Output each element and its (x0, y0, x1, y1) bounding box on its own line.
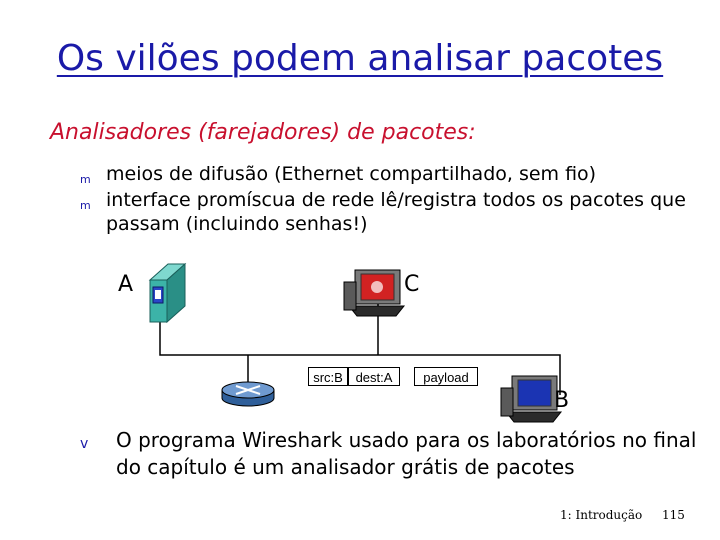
packet-dest-field: dest:A (348, 367, 400, 386)
computer-icon (501, 376, 561, 422)
page-title: Os vilões podem analisar pacotes (56, 38, 664, 79)
computer-icon (344, 270, 404, 316)
section-subtitle: Analisadores (farejadores) de pacotes: (50, 120, 476, 145)
footer-label: 1: Introdução (560, 508, 643, 522)
bullet-text: interface promíscua de rede lê/registra todos os pacotes que passam (incluindo senhas!) (106, 189, 686, 235)
bullet-text: meios de difusão (Ethernet compartilhado, sem fio) (106, 163, 597, 185)
bullet-mark-icon: m (80, 173, 91, 186)
node-label-c: C (404, 272, 420, 297)
node-label-b: B (554, 388, 570, 413)
page-number: 115 (662, 508, 685, 522)
packet-src-field: src:B (308, 367, 348, 386)
bottom-note (80, 427, 706, 481)
node-label-a: A (118, 272, 134, 297)
bottom-note-text: O programa Wireshark usado para os laboratórios no final do capítulo é um analisador grátis de pacotes (116, 428, 697, 479)
bullet-mark-icon: v (80, 436, 89, 452)
router-icon (222, 382, 274, 406)
bullet-mark-icon: m (80, 199, 91, 212)
server-icon (150, 264, 185, 322)
packet-payload-field: payload (414, 367, 478, 386)
